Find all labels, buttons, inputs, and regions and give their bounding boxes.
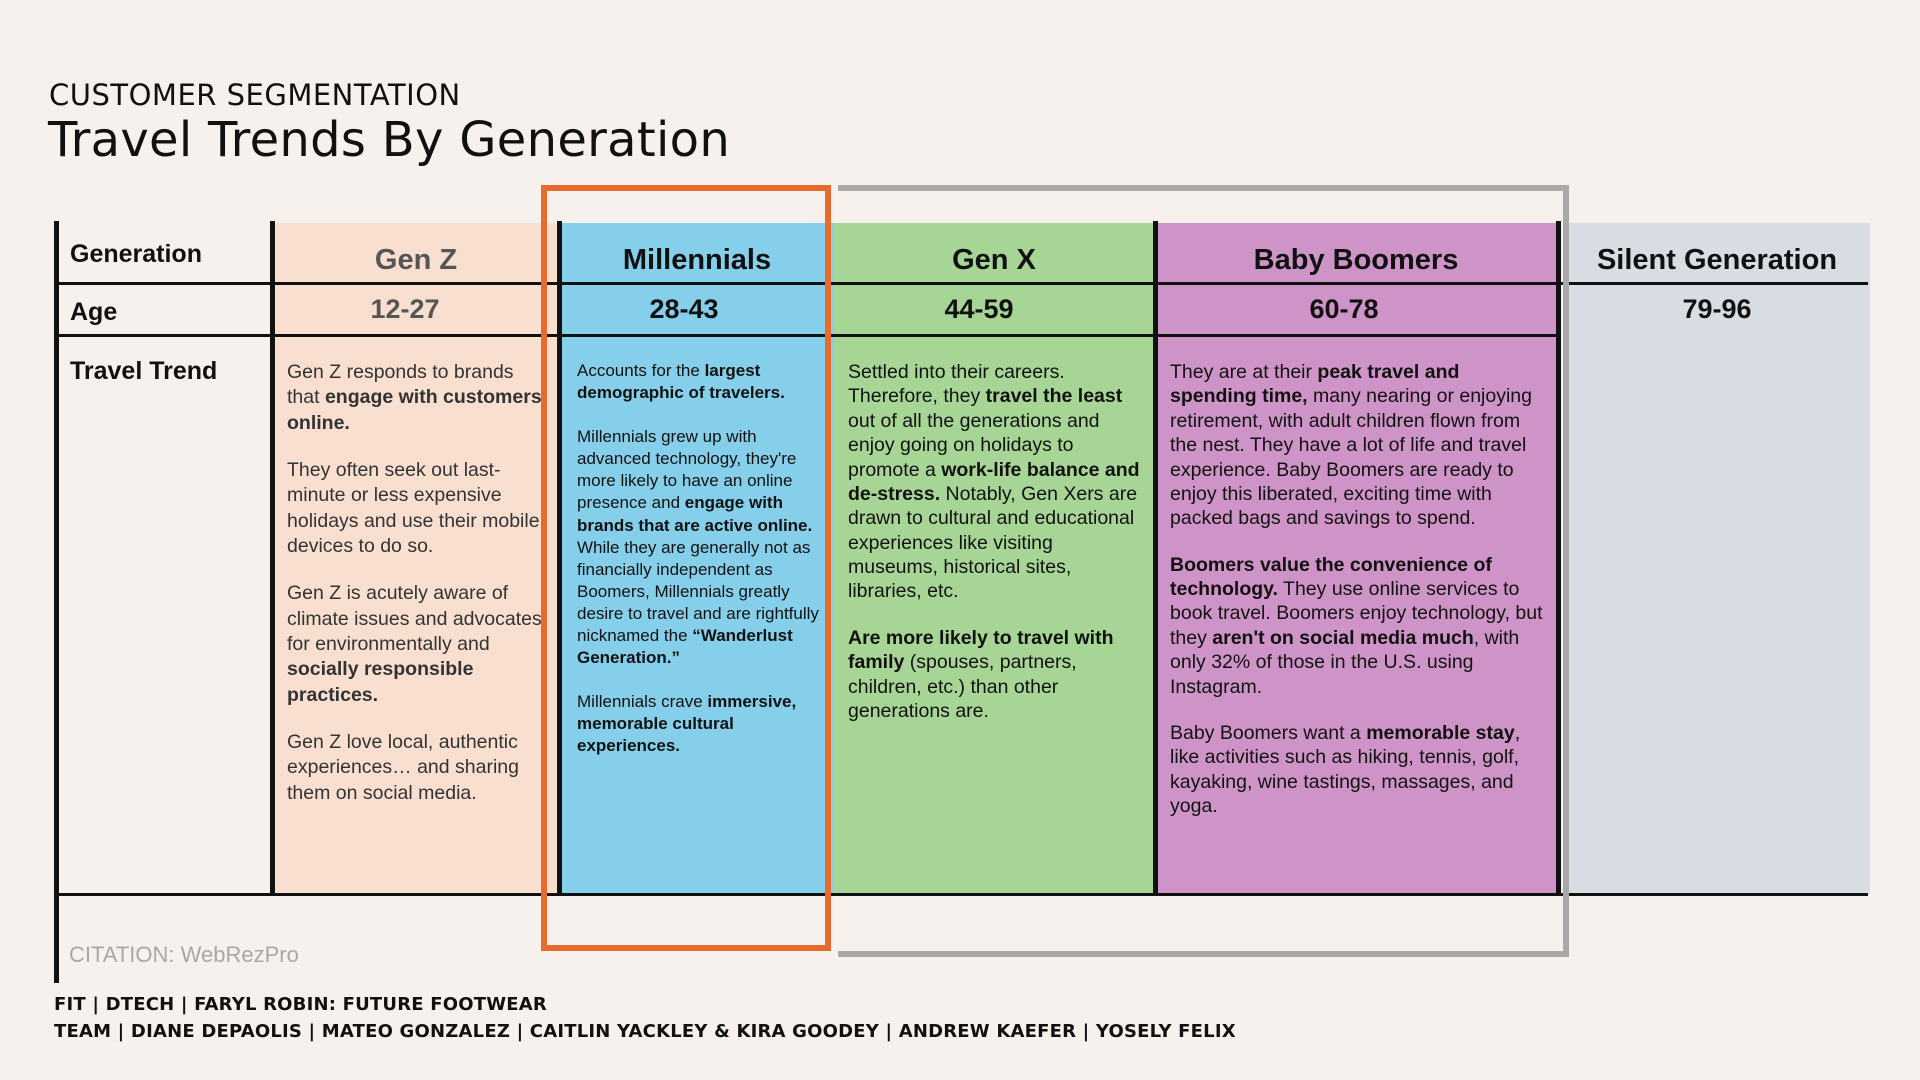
age-millennials: 28-43 (649, 294, 719, 324)
trend-genz-p2: They often seek out last-minute or less expensive holidays and use their mobile devices to do so. (287, 459, 540, 558)
trend-genx-p1: Settled into their careers. Therefore, they travel the least out of all the generations and enjoy going on holidays to promote a work-life balance and de-stress. Notably, Gen Xers are drawn to cultural and educational experiences like visiting museums, historical sites, libraries, etc. (848, 361, 1140, 603)
highlight-frame-orange (541, 185, 831, 951)
section-kicker: CUSTOMER SEGMENTATION (49, 78, 461, 112)
age-genz: 12-27 (370, 294, 440, 324)
page-title: Travel Trends By Generation (48, 112, 731, 168)
age-silent: 79-96 (1682, 294, 1752, 324)
header-boomers: Baby Boomers (1253, 244, 1459, 276)
row-label-travel-trend: Travel Trend (70, 357, 218, 385)
footer-line-2: TEAM | DIANE DEPAOLIS | MATEO GONZALEZ | CAITLIN YACKLEY & KIRA GOODEY | ANDREW KAEFER | YOSELY FELIX (54, 1021, 1236, 1042)
header-genx: Gen X (952, 244, 1036, 276)
age-genx: 44-59 (944, 294, 1014, 324)
trend-millennials-p2: Millennials grew up with advanced technology, they're more likely to have an online presence and engage with brands that are active online. While they are generally not as financially independent as Boomers, Millennials greatly desire to travel and are rightfully nicknamed the “Wanderlust Generation.” (577, 427, 819, 668)
header-millennials: Millennials (622, 244, 772, 276)
trend-millennials-p1: Accounts for the largest demographic of travelers. (577, 361, 785, 403)
trend-millennials-p3: Millennials crave immersive, memorable cultural experiences. (577, 692, 797, 756)
trend-boomers-p1: They are at their peak travel and spending time, many nearing or enjoying retirement, with adult children flown from the nest. They have a lot of life and travel experience. Baby Boomers are ready to enjoy this liberated, exciting time with packed bags and savings to spend. (1170, 361, 1532, 530)
citation: CITATION: WebRezPro (69, 942, 299, 967)
trend-genz-p1: Gen Z responds to brands that engage with customers online. (287, 361, 542, 434)
trend-boomers-p2: Boomers value the convenience of technology. They use online services to book travel. Boomers enjoy technology, but they aren't on social media much, with only 32% of those in the U.S. using Instagram. (1170, 553, 1543, 698)
highlight-frame-gray (838, 185, 1569, 957)
header-silent: Silent Generation (1596, 244, 1838, 276)
trend-genz-p4: Gen Z love local, authentic experiences… and sharing them on social media. (287, 731, 519, 804)
trend-genz (287, 360, 549, 828)
row-label-generation: Generation (70, 240, 202, 268)
trend-boomers-p3: Baby Boomers want a memorable stay, like activities such as hiking, tennis, golf, kayaking, wine tastings, massages, and yoga. (1170, 721, 1521, 817)
row-label-age: Age (70, 298, 118, 326)
header-genz: Gen Z (374, 244, 458, 276)
age-boomers: 60-78 (1309, 294, 1379, 324)
trend-genx-p2: Are more likely to travel with family (spouses, partners, children, etc.) than other generations are. (848, 626, 1114, 722)
trend-genz-p3: Gen Z is acutely aware of climate issues and advocates for environmentally and socially responsible practices. (287, 582, 542, 706)
footer-line-1: FIT | DTECH | FARYL ROBIN: FUTURE FOOTWEAR (54, 994, 547, 1015)
